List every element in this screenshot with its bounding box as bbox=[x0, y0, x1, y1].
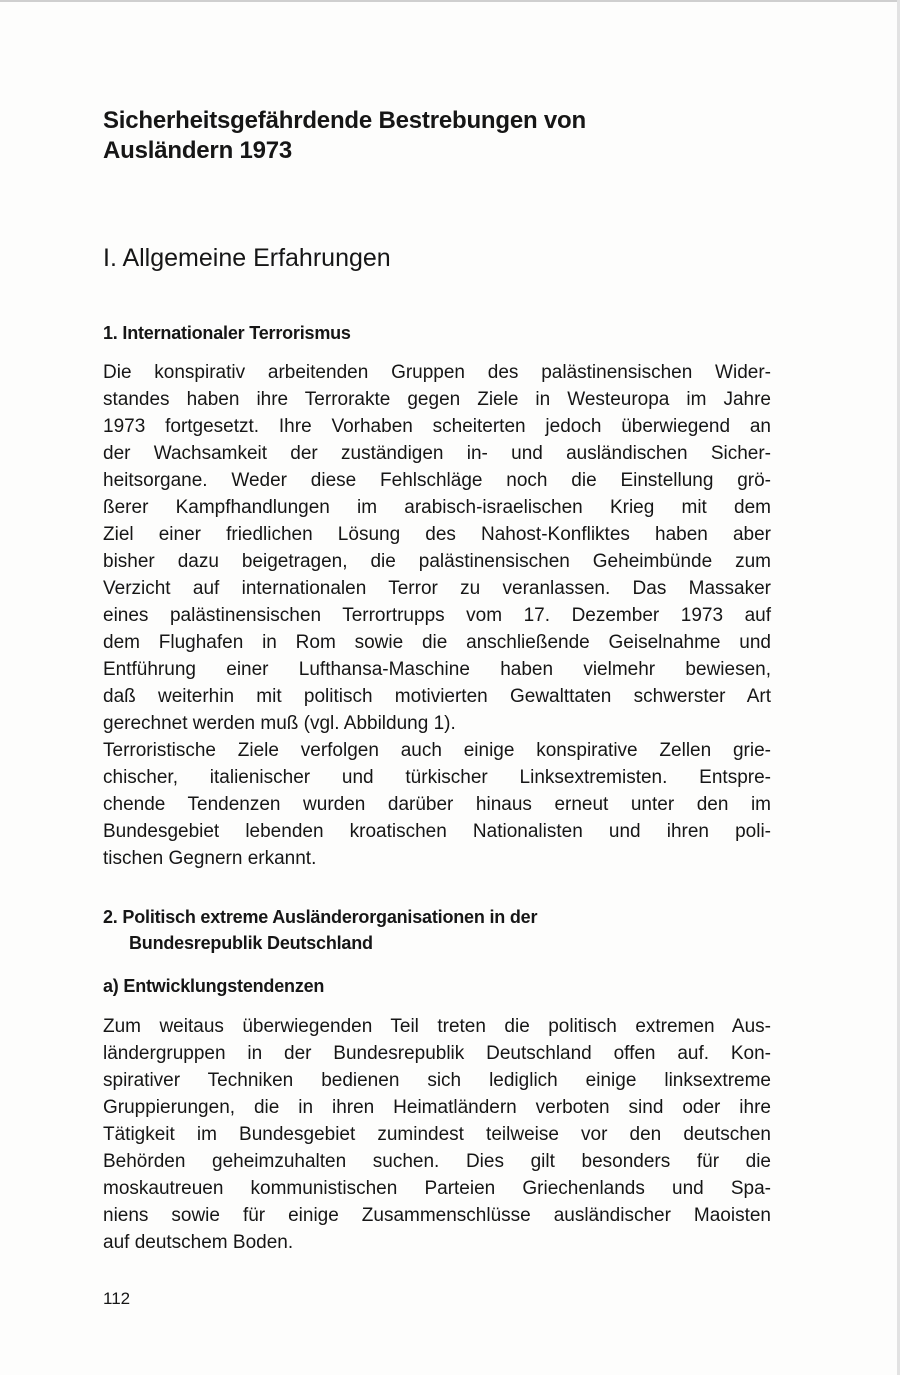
text-line: Terroristische Ziele verfolgen auch einige konspirative Zellen grie- bbox=[103, 740, 771, 761]
text-line: ländergruppen in der Bundesrepublik Deutschland offen auf. Kon- bbox=[103, 1043, 771, 1064]
subsection-heading-tendencies: a) Entwicklungstendenzen bbox=[103, 976, 325, 996]
text-line: Behörden geheimzuhalten suchen. Dies gilt besonders für die bbox=[103, 1151, 771, 1172]
document-title-line: Ausländern 1973 bbox=[103, 137, 293, 164]
text-line: chende Tendenzen wurden darüber hinaus erneut unter den im bbox=[103, 794, 771, 815]
text-line: Entführung einer Lufthansa-Maschine haben vielmehr bewiesen, bbox=[103, 659, 771, 680]
paragraph-tendencies bbox=[103, 1013, 771, 1256]
text-line: standes haben ihre Terrorakte gegen Ziele in Westeuropa im Jahre bbox=[103, 389, 771, 410]
subsection-heading-line: 2. Politisch extreme Ausländerorganisationen in der bbox=[103, 907, 538, 927]
text-line: gerechnet werden muß (vgl. Abbildung 1). bbox=[103, 713, 456, 734]
text-line: spirativer Techniken bedienen sich lediglich einige linksextreme bbox=[103, 1070, 771, 1091]
text-line: eines palästinensischen Terrortrupps vom 17. Dezember 1973 auf bbox=[103, 605, 771, 626]
subsection-heading-terrorism: 1. Internationaler Terrorismus bbox=[103, 323, 351, 343]
text-line: 1973 fortgesetzt. Ihre Vorhaben scheiterten jedoch überwiegend an bbox=[103, 416, 771, 437]
text-line: Zum weitaus überwiegenden Teil treten die politisch extremen Aus- bbox=[103, 1016, 771, 1037]
text-line: Gruppierungen, die in ihren Heimatländern verboten sind oder ihre bbox=[103, 1097, 771, 1118]
section-heading: I. Allgemeine Erfahrungen bbox=[103, 244, 391, 272]
text-line: auf deutschem Boden. bbox=[103, 1232, 294, 1253]
text-line: bisher dazu beigetragen, die palästinensischen Geheimbünde zum bbox=[103, 551, 771, 572]
text-line: moskautreuen kommunistischen Parteien Griechenlands und Spa- bbox=[103, 1178, 771, 1199]
text-line: Bundesgebiet lebenden kroatischen Nationalisten und ihren poli- bbox=[103, 821, 771, 842]
text-line: Die konspirativ arbeitenden Gruppen des palästinensischen Wider- bbox=[103, 362, 771, 383]
paragraph-terrorism bbox=[103, 359, 771, 872]
text-line: heitsorgane. Weder diese Fehlschläge noch die Einstellung grö- bbox=[103, 470, 771, 491]
text-line: der Wachsamkeit der zuständigen in- und ausländischen Sicher- bbox=[103, 443, 771, 464]
page-number: 112 bbox=[103, 1289, 131, 1308]
text-line: Verzicht auf internationalen Terror zu veranlassen. Das Massaker bbox=[103, 578, 771, 599]
document-title-line: Sicherheitsgefährdende Bestrebungen von bbox=[103, 107, 586, 134]
text-line: tischen Gegnern erkannt. bbox=[103, 848, 317, 869]
subsection-heading-organisations bbox=[103, 904, 537, 956]
text-line: dem Flughafen in Rom sowie die anschließende Geiselnahme und bbox=[103, 632, 771, 653]
text-line: daß weiterhin mit politisch motivierten Gewalttaten schwerster Art bbox=[103, 686, 771, 707]
page-top-edge bbox=[0, 0, 900, 2]
document-title bbox=[103, 106, 803, 166]
text-line: niens sowie für einige Zusammenschlüsse ausländischer Maoisten bbox=[103, 1205, 771, 1226]
text-line: chischer, italienischer und türkischer Linksextremisten. Entspre- bbox=[103, 767, 771, 788]
text-line: ßerer Kampfhandlungen im arabisch-israelischen Krieg mit dem bbox=[103, 497, 771, 518]
text-line: Tätigkeit im Bundesgebiet zumindest teilweise vor den deutschen bbox=[103, 1124, 771, 1145]
text-line: Ziel einer friedlichen Lösung des Nahost-Konfliktes haben aber bbox=[103, 524, 771, 545]
subsection-heading-line: Bundesrepublik Deutschland bbox=[129, 933, 373, 953]
